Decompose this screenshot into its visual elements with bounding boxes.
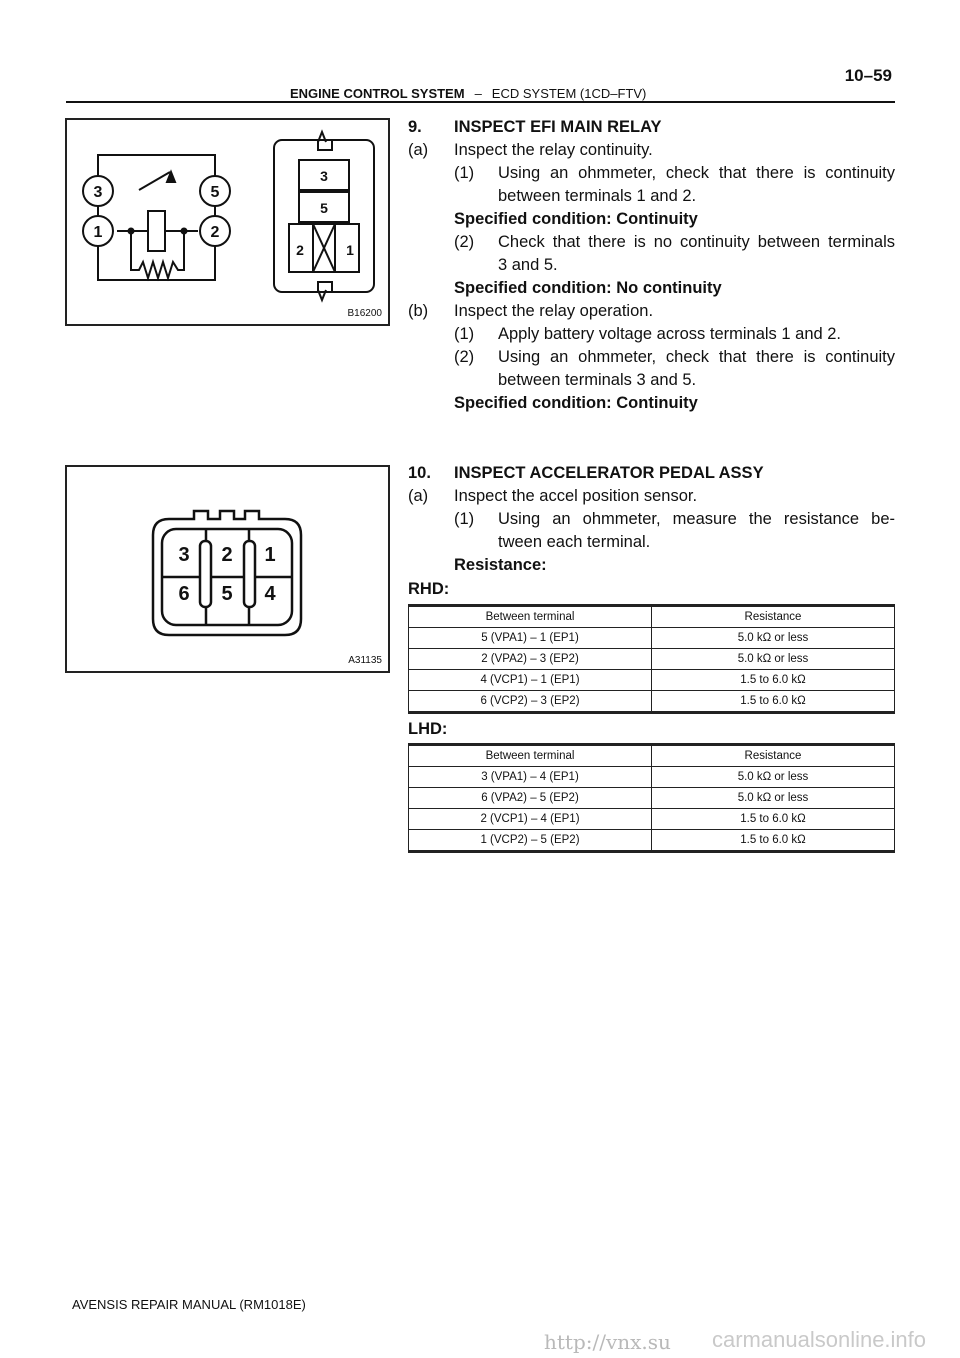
table-cell: 5.0 kΩ or less [652, 767, 895, 788]
table-cell: 1 (VCP2) – 5 (EP2) [409, 830, 652, 852]
figure-id: B16200 [347, 308, 382, 319]
header-separator: – [474, 86, 482, 101]
step9-b2-label: (2) [454, 348, 475, 366]
step9-a1-label: (1) [454, 164, 475, 182]
table-cell: 5.0 kΩ or less [652, 628, 895, 649]
running-header [290, 86, 646, 101]
step9-b2-text-cont: between terminals 3 and 5. [498, 371, 697, 389]
step9-a2-label: (2) [454, 233, 475, 251]
table-row [409, 628, 895, 649]
step9-a1-text: Using an ohmmeter, check that there is continuity [498, 164, 895, 182]
column-header: Between terminal [409, 745, 652, 767]
table-row [409, 830, 895, 852]
step10-heading: INSPECT ACCELERATOR PEDAL ASSY [454, 464, 764, 482]
relay-terminal-label: 2 [210, 224, 220, 241]
step9-a1-text-cont: between terminals 1 and 2. [498, 187, 697, 205]
step9-b-label: (b) [408, 302, 429, 320]
pedal-connector-diagram [67, 467, 388, 671]
pedal-figure [65, 465, 390, 673]
lhd-resistance-table [408, 743, 895, 853]
column-header: Between terminal [409, 606, 652, 628]
step10-a-text: Inspect the accel position sensor. [454, 487, 698, 505]
watermark-link[interactable]: http://vnx.su [544, 1330, 671, 1354]
header-subsection: ECD SYSTEM (1CD–FTV) [491, 86, 647, 101]
table-cell: 3 (VPA1) – 4 (EP1) [409, 767, 652, 788]
step9-b-text: Inspect the relay operation. [454, 302, 654, 320]
step9-number: 9. [408, 118, 422, 136]
relay-terminal-label: 1 [93, 224, 103, 241]
table-row [409, 691, 895, 713]
table-cell: 4 (VCP1) – 1 (EP1) [409, 670, 652, 691]
table-row [409, 788, 895, 809]
step10-a-label: (a) [408, 487, 429, 505]
pedal-terminal-label: 6 [178, 583, 190, 605]
manual-footer: AVENSIS REPAIR MANUAL (RM1018E) [72, 1297, 306, 1312]
table-cell: 1.5 to 6.0 kΩ [652, 830, 895, 852]
pedal-terminal-label: 1 [264, 544, 276, 566]
connector-terminal-label: 5 [320, 200, 328, 216]
step9-b2-text: Using an ohmmeter, check that there is continuity [498, 348, 895, 366]
table-cell: 5.0 kΩ or less [652, 788, 895, 809]
connector-terminal-label: 1 [346, 242, 354, 258]
column-header: Resistance [652, 745, 895, 767]
table-row [409, 649, 895, 670]
table-cell: 6 (VCP2) – 3 (EP2) [409, 691, 652, 713]
step9-a2-text-cont: 3 and 5. [498, 256, 558, 274]
page-number: 10–59 [844, 66, 892, 85]
column-header: Resistance [652, 606, 895, 628]
table-cell: 1.5 to 6.0 kΩ [652, 809, 895, 830]
step9-b2-spec: Specified condition: Continuity [454, 394, 698, 412]
step9-heading: INSPECT EFI MAIN RELAY [454, 118, 662, 136]
table-cell: 5 (VPA1) – 1 (EP1) [409, 628, 652, 649]
table-row [409, 809, 895, 830]
resistance-label: Resistance: [454, 556, 547, 574]
table-row [409, 670, 895, 691]
pedal-terminal-label: 5 [221, 583, 233, 605]
step9-a-label: (a) [408, 141, 429, 159]
table-cell: 2 (VCP1) – 4 (EP1) [409, 809, 652, 830]
watermark-site: carmanualsonline.info [712, 1327, 927, 1352]
step9-a2-text: Check that there is no continuity between terminals [498, 233, 895, 251]
relay-terminal-label: 5 [210, 184, 220, 201]
connector-terminal-label: 2 [296, 242, 304, 258]
relay-terminal-label: 3 [93, 184, 103, 201]
table-cell: 2 (VPA2) – 3 (EP2) [409, 649, 652, 670]
relay-coil [148, 211, 165, 251]
step9-a2-spec: Specified condition: No continuity [454, 279, 722, 297]
step10-a1-text: Using an ohmmeter, measure the resistance be- [498, 510, 895, 528]
header-section: ENGINE CONTROL SYSTEM [290, 86, 465, 101]
rhd-resistance-table [408, 604, 895, 714]
pedal-terminal-label: 4 [264, 583, 276, 605]
relay-connector [274, 132, 374, 300]
pedal-terminal-label: 3 [178, 544, 190, 566]
relay-diagram [67, 120, 388, 324]
table-header-row [409, 745, 895, 767]
table-header-row [409, 606, 895, 628]
table-cell: 6 (VPA2) – 5 (EP2) [409, 788, 652, 809]
figure-id: A31135 [348, 655, 382, 666]
rhd-label: RHD: [408, 580, 450, 598]
step9-b1-label: (1) [454, 325, 475, 343]
relay-switch-contact [139, 172, 170, 190]
table-cell: 1.5 to 6.0 kΩ [652, 691, 895, 713]
step9-a1-spec: Specified condition: Continuity [454, 210, 698, 228]
step9-a-text: Inspect the relay continuity. [454, 141, 653, 159]
header-rule [66, 101, 895, 103]
lhd-label: LHD: [408, 720, 448, 738]
step10-a1-text-cont: tween each terminal. [498, 533, 651, 551]
table-row [409, 767, 895, 788]
table-cell: 1.5 to 6.0 kΩ [652, 670, 895, 691]
relay-figure [65, 118, 390, 326]
step10-a1-label: (1) [454, 510, 475, 528]
table-cell: 5.0 kΩ or less [652, 649, 895, 670]
step9-b1-text: Apply battery voltage across terminals 1 and 2. [498, 325, 842, 343]
pedal-terminal-label: 2 [221, 544, 233, 566]
connector-terminal-label: 3 [320, 168, 328, 184]
step10-number: 10. [408, 464, 431, 482]
